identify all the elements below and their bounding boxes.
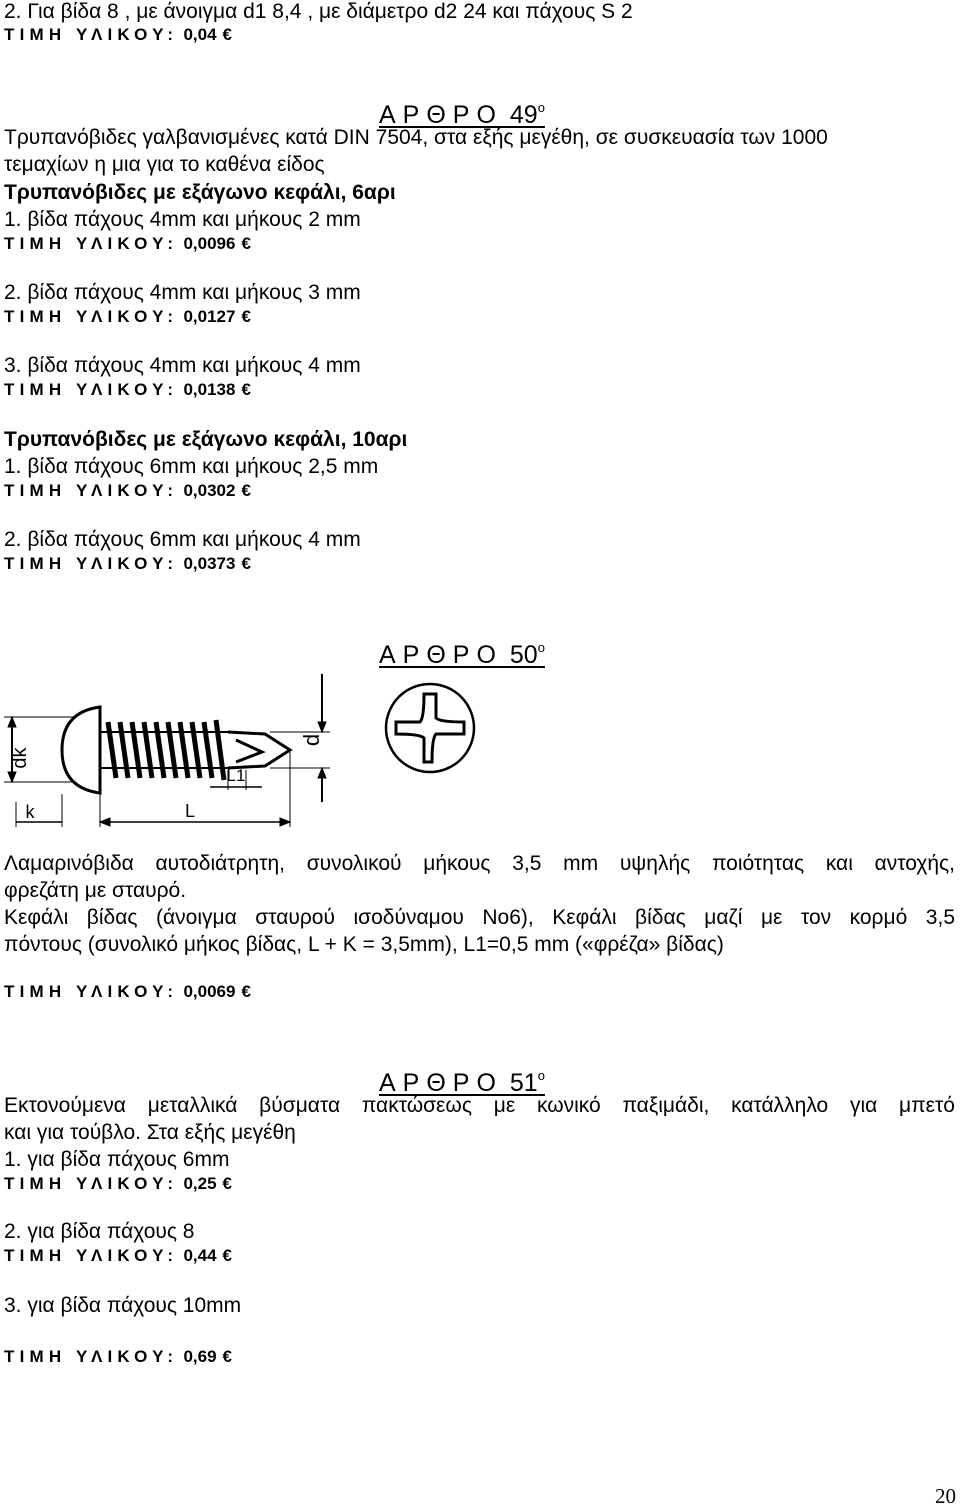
article-ordinal: ο: [537, 640, 545, 655]
currency-symbol: €: [241, 554, 251, 573]
price-line: [4, 554, 251, 574]
dim-label-d: d: [299, 733, 324, 747]
group-heading: Τρυπανόβιδες με εξάγωνο κεφάλι, 10αρι: [4, 428, 408, 451]
price-value: 0,69: [183, 1347, 217, 1366]
currency-symbol: €: [241, 481, 251, 500]
list-item: 1. για βίδα πάχους 6mm: [4, 1148, 230, 1171]
article-ordinal: ο: [537, 1068, 545, 1083]
price-line: [4, 307, 251, 327]
currency-symbol: €: [241, 380, 251, 399]
intro-line: Τρυπανόβιδες γαλβανισμένες κατά DIN 7504, στα εξής μεγέθη, σε συσκευασία των 1000: [4, 126, 828, 149]
price-value: 0,0069: [183, 982, 236, 1001]
price-label: ΤΙΜΗ ΥΛΙΚΟΥ:: [4, 1246, 179, 1265]
list-item: 2. βίδα πάχους 6mm και μήκους 4 mm: [4, 528, 361, 551]
price-value: 0,44: [183, 1246, 217, 1265]
list-item: 3. βίδα πάχους 4mm και μήκους 4 mm: [4, 354, 361, 377]
price-line: [4, 1246, 232, 1266]
list-item: 2. βίδα πάχους 4mm και μήκους 3 mm: [4, 281, 361, 304]
currency-symbol: €: [241, 982, 251, 1001]
group-heading: Τρυπανόβιδες με εξάγωνο κεφάλι, 6αρι: [4, 181, 396, 204]
paragraph-line: φρεζάτη με σταυρό.: [4, 879, 187, 902]
paragraph-line: Λαμαρινόβιδα αυτοδιάτρητη, συνολικού μήκους 3,5 mm υψηλής ποιότητας και αντοχής,: [4, 852, 955, 875]
price-line: [4, 234, 251, 254]
price-value: 0,0096: [183, 234, 236, 253]
price-line: [4, 481, 251, 501]
article-label: ΑΡΘΡΟ: [379, 101, 503, 129]
price-value: 0,25: [183, 1174, 217, 1193]
article-label: ΑΡΘΡΟ: [379, 1069, 503, 1097]
price-label: ΤΙΜΗ ΥΛΙΚΟΥ:: [4, 1174, 179, 1193]
paragraph-line: Εκτονούμενα μεταλλικά βύσματα πακτώσεως με κωνικό παξιμάδι, κατάλληλο για μπετό: [4, 1094, 955, 1117]
price-line: [4, 25, 232, 45]
price-value: 0,0138: [183, 380, 236, 399]
paragraph-line: πόντους (συνολικό μήκος βίδας, L + K = 3,5mm), L1=0,5 mm («φρέζα» βίδας): [4, 933, 724, 956]
description-paragraph: [4, 1092, 955, 1146]
price-line: [4, 380, 251, 400]
dim-label-dk: dk: [9, 747, 31, 769]
currency-symbol: €: [241, 307, 251, 326]
price-label: ΤΙΜΗ ΥΛΙΚΟΥ:: [4, 554, 179, 573]
price-label: ΤΙΜΗ ΥΛΙΚΟΥ:: [4, 307, 179, 326]
price-label: ΤΙΜΗ ΥΛΙΚΟΥ:: [4, 25, 179, 44]
price-label: ΤΙΜΗ ΥΛΙΚΟΥ:: [4, 380, 179, 399]
price-value: 0,0302: [183, 481, 236, 500]
price-label: ΤΙΜΗ ΥΛΙΚΟΥ:: [4, 982, 179, 1001]
price-label: ΤΙΜΗ ΥΛΙΚΟΥ:: [4, 234, 179, 253]
currency-symbol: €: [222, 25, 233, 44]
list-item: 2. για βίδα πάχους 8: [4, 1220, 195, 1243]
article-label: ΑΡΘΡΟ: [379, 641, 503, 669]
article-ordinal: ο: [537, 100, 545, 115]
dim-label-l1: L1: [226, 766, 246, 785]
paragraph-line: και για τούβλο. Στα εξής μεγέθη: [4, 1121, 296, 1144]
description-paragraph: [4, 850, 955, 904]
price-line: [4, 1347, 232, 1367]
intro-line: τεμαχίων η μια για το καθένα είδος: [4, 153, 325, 176]
article-number: 50: [509, 641, 538, 669]
item-line: 2. Για βίδα 8 , με άνοιγμα d1 8,4 , με διάμετρο d2 24 και πάχους S 2: [4, 0, 633, 23]
dim-label-k: k: [25, 802, 35, 822]
currency-symbol: €: [222, 1174, 233, 1193]
list-item: 3. για βίδα πάχους 10mm: [4, 1294, 242, 1317]
article-number: 51: [509, 1069, 538, 1097]
currency-symbol: €: [222, 1246, 233, 1265]
list-item: 1. βίδα πάχους 6mm και μήκους 2,5 mm: [4, 455, 379, 478]
price-label: ΤΙΜΗ ΥΛΙΚΟΥ:: [4, 481, 179, 500]
currency-symbol: €: [241, 234, 251, 253]
price-value: 0,0373: [183, 554, 236, 573]
currency-symbol: €: [222, 1347, 233, 1366]
price-value: 0,04: [183, 25, 217, 44]
dim-label-l: L: [184, 801, 196, 821]
list-item: 1. βίδα πάχους 4mm και μήκους 2 mm: [4, 208, 361, 231]
price-line: [4, 1174, 232, 1194]
paragraph-line: Κεφάλι βίδας (άνοιγμα σταυρού ισοδύναμου Νο6), Κεφάλι βίδας μαζί με τον κορμό 3,5: [4, 906, 955, 929]
article-number: 49: [509, 101, 538, 129]
phillips-head-icon: [380, 678, 480, 778]
price-line: [4, 982, 251, 1002]
price-label: ΤΙΜΗ ΥΛΙΚΟΥ:: [4, 1347, 179, 1366]
article-heading: [379, 94, 545, 129]
page-number: 20: [935, 1484, 956, 1508]
price-value: 0,0127: [183, 307, 236, 326]
description-paragraph: [4, 904, 955, 958]
